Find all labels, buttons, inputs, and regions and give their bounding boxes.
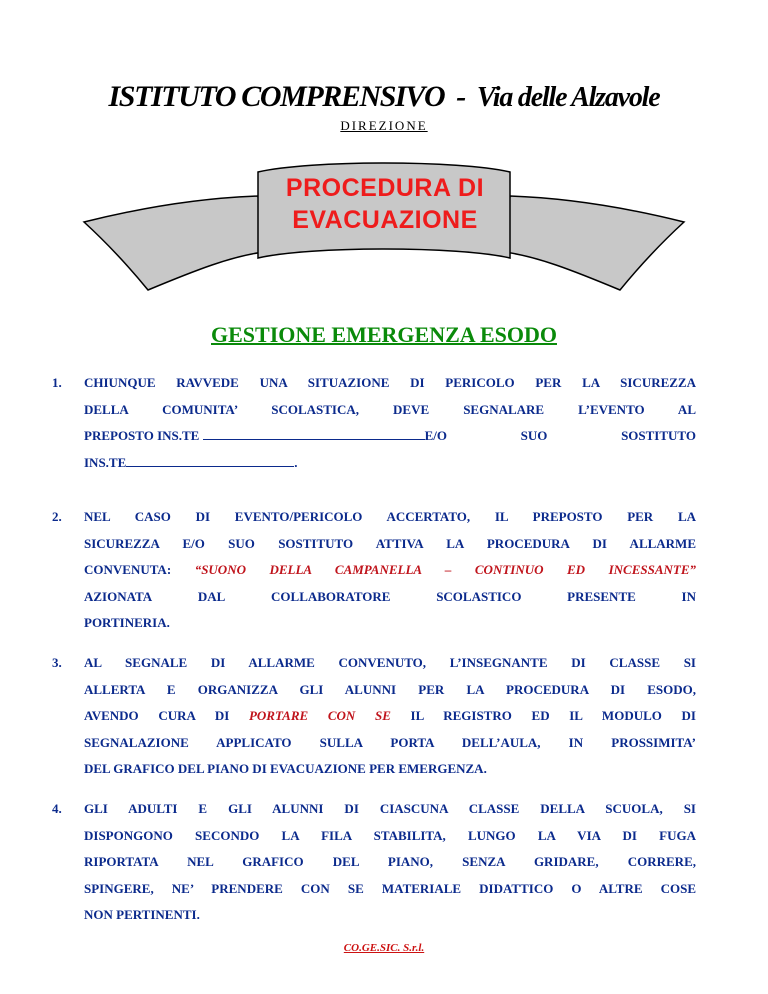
list-item — [52, 370, 696, 476]
item-text: CHIUNQUE RAVVEDE UNA SITUAZIONE DI PERICOLO PER LA SICUREZZA — [84, 375, 696, 390]
institute-address: Via delle Alzavole — [476, 82, 660, 113]
item-text: INS.TE — [84, 454, 127, 470]
ribbon-right-tail — [504, 196, 684, 290]
list-item — [52, 650, 696, 783]
item-line — [84, 423, 696, 450]
item-line — [84, 370, 696, 397]
item-line: SPINGERE, NE’ PRENDERE CON SE MATERIALE DIDATTICO O ALTRE COSE — [84, 880, 696, 896]
banner-line-1: PROCEDURA DI — [285, 174, 485, 202]
item-number: 1. — [52, 375, 62, 390]
item-line: ALLERTA E ORGANIZZA GLI ALUNNI PER LA PROCEDURA DI ESODO, — [84, 681, 696, 697]
item-word: PRESENTE — [567, 588, 636, 604]
item-number: 4. — [52, 801, 62, 816]
item-word: AZIONATA — [84, 588, 153, 604]
item-text: AVENDO CURA DI — [84, 708, 230, 724]
banner-title — [258, 172, 512, 236]
item-text: CONVENUTA: — [84, 562, 172, 578]
item-line: PORTINERIA. — [84, 615, 170, 631]
item-line — [84, 703, 696, 730]
item-text: PREPOSTO INS.TE — [84, 428, 200, 444]
item-line — [84, 557, 696, 584]
office-subtitle: DIREZIONE — [340, 118, 428, 133]
item-text: IL REGISTRO ED IL MODULO DI — [410, 708, 696, 724]
item-line: SICUREZZA E/O SUO SOSTITUTO ATTIVA LA PROCEDURA DI ALLARME — [84, 535, 696, 551]
item-line: NON PERTINENTI. — [84, 907, 200, 923]
item-line: AL SEGNALE DI ALLARME CONVENUTO, L’INSEGNANTE DI CLASSE SI — [84, 655, 696, 670]
item-word: SCOLASTICO — [436, 588, 522, 604]
item-line: DEL GRAFICO DEL PIANO DI EVACUAZIONE PER EMERGENZA. — [84, 761, 487, 777]
item-line: RIPORTATA NEL GRAFICO DEL PIANO, SENZA GRIDARE, CORRERE, — [84, 854, 696, 870]
item-text: . — [294, 454, 298, 470]
item-emphasis: PORTARE CON SE — [248, 708, 391, 724]
item-line — [84, 584, 696, 611]
banner-line-2: EVACUAZIONE — [292, 206, 478, 234]
item-word: IN — [681, 588, 696, 604]
item-line: SEGNALAZIONE APPLICATO SULLA PORTA DELL’AULA, IN PROSSIMITA’ — [84, 734, 696, 750]
item-line: GLI ADULTI E GLI ALUNNI DI CIASCUNA CLASSE DELLA SCUOLA, SI — [84, 801, 696, 816]
item-emphasis: “SUONO DELLA CAMPANELLA – CONTINUO ED INCESSANTE” — [194, 562, 697, 578]
item-word: COLLABORATORE — [271, 588, 391, 604]
title-separator: - — [456, 80, 465, 113]
institute-name: ISTITUTO COMPRENSIVO — [108, 80, 445, 113]
item-number: 2. — [52, 509, 62, 524]
ribbon-left-tail — [84, 196, 264, 290]
item-line: DISPONGONO SECONDO LA FILA STABILITA, LUNGO LA VIA DI FUGA — [84, 827, 696, 843]
list-item — [52, 504, 697, 637]
footer-company: CO.GE.SIC. S.r.l. — [343, 942, 425, 954]
section-title: GESTIONE EMERGENZA ESODO — [211, 322, 557, 347]
item-word: DAL — [197, 588, 226, 604]
ribbon-banner — [0, 0, 768, 330]
list-item — [52, 796, 696, 929]
blank-field — [126, 454, 294, 467]
item-text: SOSTITUTO — [621, 428, 696, 444]
item-text: SUO — [520, 428, 548, 444]
item-line — [84, 450, 696, 477]
item-line: DELLA COMUNITA’ SCOLASTICA, DEVE SEGNALARE L’EVENTO AL — [84, 401, 696, 417]
item-line: NEL CASO DI EVENTO/PERICOLO ACCERTATO, IL PREPOSTO PER LA — [84, 509, 696, 524]
item-text: E/O — [424, 428, 448, 444]
item-number: 3. — [52, 655, 62, 670]
blank-field — [203, 427, 425, 440]
